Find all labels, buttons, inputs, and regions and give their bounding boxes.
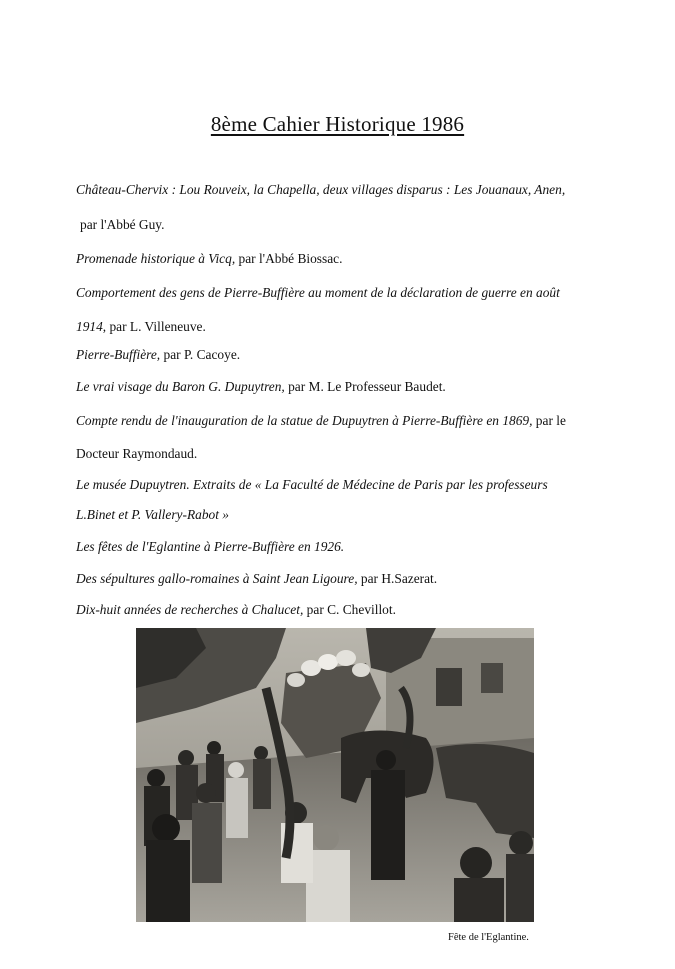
list-item: Des sépultures gallo-romaines à Saint Jean Ligoure, par H.Sazerat. bbox=[76, 571, 438, 586]
photo-caption: Fête de l'Eglantine. bbox=[448, 932, 529, 943]
list-item: Dix-huit années de recherches à Chalucet, par C. Chevillot. bbox=[76, 602, 396, 617]
list-item: Docteur Raymondaud. bbox=[76, 446, 198, 461]
list-item: L.Binet et P. Vallery-Rabot » bbox=[76, 507, 229, 522]
historical-photo bbox=[136, 628, 534, 922]
list-item: 1914, par L. Villeneuve. bbox=[76, 319, 206, 334]
list-item: Le musée Dupuytren. Extraits de « La Faculté de Médecine de Paris par les professeurs bbox=[76, 477, 548, 492]
list-item: Les fêtes de l'Eglantine à Pierre-Buffière en 1926. bbox=[76, 539, 345, 554]
page-title: 8ème Cahier Historique 1986 bbox=[210, 112, 465, 136]
list-item: par l'Abbé Guy. bbox=[80, 217, 165, 232]
list-item: Le vrai visage du Baron G. Dupuytren, par M. Le Professeur Baudet. bbox=[76, 379, 446, 394]
list-item: Pierre-Buffière, par P. Cacoye. bbox=[76, 347, 241, 362]
list-item: Comportement des gens de Pierre-Buffière au moment de la déclaration de guerre en août bbox=[76, 285, 560, 300]
list-item: Compte rendu de l'inauguration de la statue de Dupuytren à Pierre-Buffière en 1869, par le bbox=[76, 413, 566, 428]
list-item: Promenade historique à Vicq, par l'Abbé Biossac. bbox=[76, 251, 343, 266]
photo-illustration bbox=[136, 628, 534, 922]
list-item: Château-Chervix : Lou Rouveix, la Chapella, deux villages disparus : Les Jouanaux, Anen, bbox=[76, 182, 566, 197]
